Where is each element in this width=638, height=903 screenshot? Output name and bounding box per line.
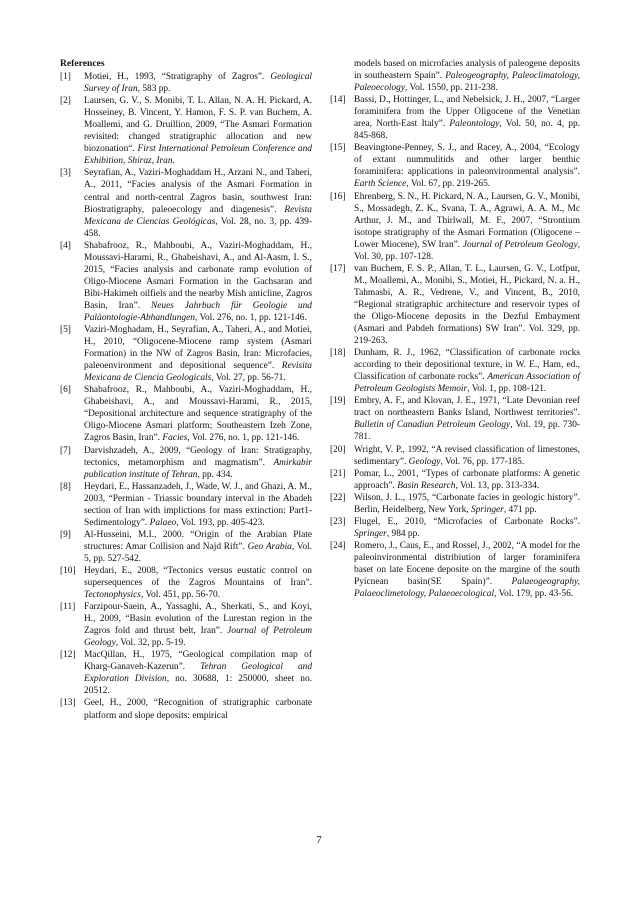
reference-number: [12] [60,650,76,661]
reference-italic-segment: Facies [162,433,188,444]
reference-text [354,492,580,516]
reference-italic-segment: Palaeogeography, Palaeoclimetology, Palaeoecological [354,577,580,600]
reference-italic-segment: Palaeo [149,517,177,528]
reference-italic-segment: Neues Jahrbuch für Geologie und Paläontologie-Abhandlungen [84,300,312,323]
reference-italic-segment: Journal of Petroleum Geology [84,626,312,649]
reference-segment: , no. 30688, 1: 250000, sheet no. 20512. [84,674,312,697]
reference-italic-segment: Paleogeography, Paleoclimatology, Paleoecology [354,71,581,94]
reference-text [354,540,580,600]
reference-segment: Dunham, R. J., 1962, “Classification of carbonate rocks according to their depositional texture, in W. E., Ham, ed., Classification of carbonate rocks”. [354,348,580,383]
reference-number: [24] [330,540,346,551]
reference-segment: , Vol. 179, pp. 43-56. [494,589,574,600]
reference-entry [60,529,312,565]
reference-segment: , Vol. 13, pp. 313-334. [455,480,540,491]
reference-segment: Heydari, E., 2008, “Tectonics versus eustatic control on supersequences of the Zagros Mountains of Iran”. [84,565,312,589]
reference-number: [13] [60,698,76,709]
reference-number: [8] [60,481,71,492]
reference-number: [11] [60,602,76,613]
reference-entry [60,167,312,239]
reference-segment: , 471 pp. [503,504,537,515]
reference-text [84,71,312,95]
reference-number: [19] [330,396,346,407]
reference-entry [60,565,312,601]
reference-segment: , Vol. 276, no. 1, pp. 121-146. [194,312,307,323]
reference-text [84,529,312,565]
reference-segment: , Vol. 67, pp. 219-265. [406,179,491,190]
reference-segment: , Vol. 28, no. 3, pp. 439-458. [84,216,312,239]
reference-italic-segment: Revisita Mexicana de Ciencia Geologicals [84,361,312,384]
reference-segment: van Buchem, F. S. P., Allan, T. L., Laursen, G. V., Lotfpur, M., Moallemi, A., Monibi, S., Motiei, H., Pickard, N. a. H., Tahmasbi, A. R., Vedrene, V., and Vincent, B., 2010, “Regional stratigraphic architecture and reservoir types of the Oligo-Miocene deposits in the Dezful Embayment (Asmari and Pabdeh formations) SW Iran”. [354,263,580,335]
reference-text [354,468,580,492]
reference-text [354,191,580,263]
reference-segment: Geel, H., 2000, “Recognition of stratigraphic carbonate platform and slope deposits: empirical [84,698,312,721]
reference-number: [18] [330,348,346,359]
reference-segment: Pomar, L., 2001, “Types of carbonate platforms: A genetic approach”. [354,468,580,491]
reference-segment: , 583 pp. [137,84,171,95]
reference-italic-segment: Geology [408,456,441,467]
reference-segment: . [172,156,175,167]
reference-number: [3] [60,168,71,179]
reference-segment: , Vol. 1, pp. 108-121. [467,384,547,395]
reference-entry [60,601,312,649]
reference-segment: Ehrenberg, S. N., H. Pickard, N. A., Laursen, G. V., Monibi, S., Mossadegh, Z. K., Svana, T. A., Agrawi, A. A. M., Mc Arthur, J. M., and Thirlwall, M. F., 2007, “Strontium isotope stratigraphy of the Asmari Formation (Oligocene – Lower Miocene), SW Iran”. [354,191,580,250]
reference-segment: , Vol. 451, pp. 56-70. [140,590,221,601]
reference-segment: , Vol. 19, pp. 730-781. [354,420,580,443]
reference-italic-segment: Bulletin of Canadian Petroleum Geology [354,420,511,431]
reference-text [84,649,312,697]
reference-number: [17] [330,263,346,274]
reference-number: [7] [60,445,71,456]
reference-segment: , Vol. 5, pp. 527-542. [84,541,312,564]
reference-italic-segment: Tehran Geological and Exploration Division [84,662,313,685]
reference-segment: Heydari, E., Hassanzadeh, J., Wade, W. J., and Ghazi, A. M., 2003, “Permian - Triassic boundary interval in the Abadeh section of Iran with implictions for mass extinction: Part1-Sedimentology”. [84,481,312,528]
reference-text [84,565,312,601]
reference-number: [23] [330,516,346,527]
reference-italic-segment: First International Petroleum Conference and Exhibition, Shiraz, Iran [84,144,312,167]
reference-segment: Embry, A. F., and Klovan, J. E., 1971, “Late Devonian reef tract on northeastern Banks Island, Northwest territories”. [354,396,580,419]
reference-segment: Shabafrooz, R., Mahboubi, A., Vaziri-Moghaddam, H., Ghabeishavi, A., and Moussavi-Harami, R., 2015, “Depositional architecture and sequence stratigraphy of the Oligo-Miocene Asmari platform; Southeastern Izeh Zone, Zagros Basin, Iran”. [84,385,312,444]
reference-italic-segment: Basin Research [397,480,456,491]
reference-number: [2] [60,96,71,107]
reference-text [84,95,312,167]
reference-text [84,481,312,529]
reference-text [84,445,312,481]
reference-entry [330,58,580,94]
reference-segment: , Vol. 27, pp. 56-71. [211,373,286,384]
reference-entry [60,71,312,95]
reference-segment: Wilson, J. L., 1975, “Carbonate facies in geologic history”. Berlin, Heidelberg, New York, [354,492,580,515]
reference-number: [22] [330,492,346,503]
reference-entry [60,649,312,697]
reference-entry [60,324,312,384]
reference-number: [21] [330,468,346,479]
reference-italic-segment: Earth Science [354,179,407,190]
reference-number: [14] [330,95,346,106]
reference-segment: , Vol. 76, pp. 177-185. [440,456,525,467]
page-number: 7 [316,834,322,846]
reference-italic-segment: Springer [471,504,504,515]
reference-text [84,240,312,324]
reference-text [354,516,580,540]
reference-segment: , Vol. 32, pp. 5-19. [115,638,186,649]
reference-text [330,58,580,94]
reference-segment: Darvishzadeh, A., 2009, “Geology of Iran: Stratigraphy, tectonics, metamorphism and magmatism”. [84,445,312,468]
reference-entry [330,191,580,263]
reference-segment: Al-Husseini, M.I., 2000. “Origin of the Arabian Plate structures: Amar Collision and Najd Rift”. [84,529,312,552]
reference-entry [330,468,580,492]
reference-text [84,697,312,721]
reference-text [354,263,580,347]
reference-entry [60,697,312,721]
reference-text [354,347,580,395]
reference-segment: Flugel, E., 2010, “Microfacies of Carbonate Rocks”. [354,516,580,527]
reference-entry [60,384,312,444]
reference-text [354,94,580,142]
reference-segment: , Vol. 50, no. 4, pp. 845-868. [354,119,580,142]
reference-segment: Bassi, D., Hottinger, L., and Nebelsick, J. H., 2007, “Larger foraminifera from the Upper Oligocene of the Venetian area, North-East Italy”. [354,95,580,130]
reference-text [84,601,312,649]
reference-number: [1] [60,72,71,83]
reference-italic-segment: Paleontology [449,119,500,130]
reference-entry [60,481,312,529]
reference-entry [330,516,580,540]
reference-italic-segment: Geo Arabia [247,541,292,552]
reference-segment: models based on microfacies analysis of paleogene deposits in southeastern Spain”. [354,59,580,82]
reference-entry [330,444,580,468]
reference-entry [330,94,580,142]
reference-text [84,324,312,384]
reference-segment: Shabafrooz, R., Mahboubi, A., Vaziri-Moghaddam, H., Moussavi-Harami, R., Ghabeishavi, A., and Al-Aasm, I. S., 2015, “Facies analysis and carbonate ramp evolution of Oligo-Miocene Asmari Formation in the Gachsaran and Bibi-Hakimeh oilfiels and the nearby Mish anticline, Zagros Basin, Iran”. [84,240,312,311]
reference-segment: Vaziri-Moghadam, H., Seyrafian, A., Taheri, A., and Motiei, H., 2010, “Oligocene-Miocene ramp system (Asmari Formation) in the NW of Zagros Basin, Iran: Microfacies, paleoenvironment and depositional sequence”. [84,325,312,372]
left-reference-list [60,71,312,722]
reference-segment: Wright, V. P., 1992, “A revised classification of limestones, sedimentary”. [354,444,580,467]
reference-number: [4] [60,240,71,251]
reference-text [84,167,312,239]
reference-text [354,444,580,468]
reference-number: [20] [330,444,346,455]
reference-entry [330,492,580,516]
reference-segment: Vol. 329 [528,324,562,335]
left-column [60,58,312,722]
reference-italic-segment: Tectonophysics [84,590,141,601]
reference-number: [5] [60,325,71,336]
reference-italic-segment: Journal of Petroleum Geology [462,239,578,250]
reference-entry [330,263,580,347]
reference-entry [330,540,580,600]
reference-segment: Romero, J., Caus, E., and Rossel, J., 2002, “A model for the paleoinvironmental distribiution of larger foraminifera baset on late Eocene deposite on the margine of the south Pyicnean basin(SE Spain)”. [354,540,580,588]
reference-entry [330,395,580,443]
reference-entry [60,240,312,324]
reference-segment: , pp. 219-263. [354,324,580,347]
reference-entry [60,95,312,167]
reference-italic-segment: Amirkabir publication institute of Tehran [84,457,312,480]
right-column [330,58,580,600]
reference-segment: Seyrafian, A., Vaziri-Moghaddam H., Arzani N., and Taheri, A., 2011, “Facies analysis of the Asmari Formation in central and north-central Zagros basin, southwest Iran: Biostratigraphy, paleoecology and diagenesis”. [84,168,312,215]
reference-segment: , Vol. 1550, pp. 211-238. [405,83,498,94]
reference-segment: Motiei, H., 1993, “Stratigraphy of Zagros”. [84,72,271,83]
references-heading: References [60,58,105,69]
reference-italic-segment: Geological Survey of Iran [84,72,312,95]
reference-segment: , 984 pp. [386,528,420,539]
reference-segment: , Vol. 193, pp. 405-423. [176,517,265,528]
reference-segment: Farzipour-Saein, A., Yassaghi, A., Sherkati, S., and Koyi, H., 2009, “Basin evolution of the Lurestan region in the Zagros fold and thrust belt, Iran”. [84,602,312,637]
reference-italic-segment: Revista Mexicana de Ciencias Geológicas [84,204,312,227]
reference-entry [330,142,580,190]
reference-number: [9] [60,529,71,540]
reference-segment: Laursen, G. V., S. Monibi, T. L. Allan, N. A. H. Pickard, A. Hosseiney, B. Vincent, Y. Hamon, F. S. P. van Buchem, A. Moallemi, and G. Druillion, 2009, “The Asmari Formation revisited: changed stratigraphic allocation and new biozonation“. [84,96,312,155]
reference-segment: , pp. 434. [197,469,233,480]
reference-segment: MacQillan, H., 1975, “Geological compilation map of Kharg-Ganaveh-Kazerun”. [84,650,312,673]
reference-number: [16] [330,191,346,202]
reference-segment: Beavingtone-Penney, S. J., and Racey, A., 2004, “Ecology of extant nummulitids and other larger benthic foraminifera: applications in paleonvironmental analysis”. [354,143,580,178]
right-reference-list [330,58,580,600]
reference-number: [10] [60,565,76,576]
reference-segment: , Vol. 30, pp. 107-128. [354,239,580,262]
reference-text [84,384,312,444]
reference-text [354,142,580,190]
reference-italic-segment: Springer [354,528,387,539]
reference-segment: , Vol. 276, no. 1, pp. 121-146. [187,433,300,444]
reference-number: [6] [60,385,71,396]
reference-entry [60,445,312,481]
reference-italic-segment: American Association of Petroleum Geologists Memoir [354,372,581,395]
reference-text [354,395,580,443]
reference-number: [15] [330,143,346,154]
reference-entry [330,347,580,395]
